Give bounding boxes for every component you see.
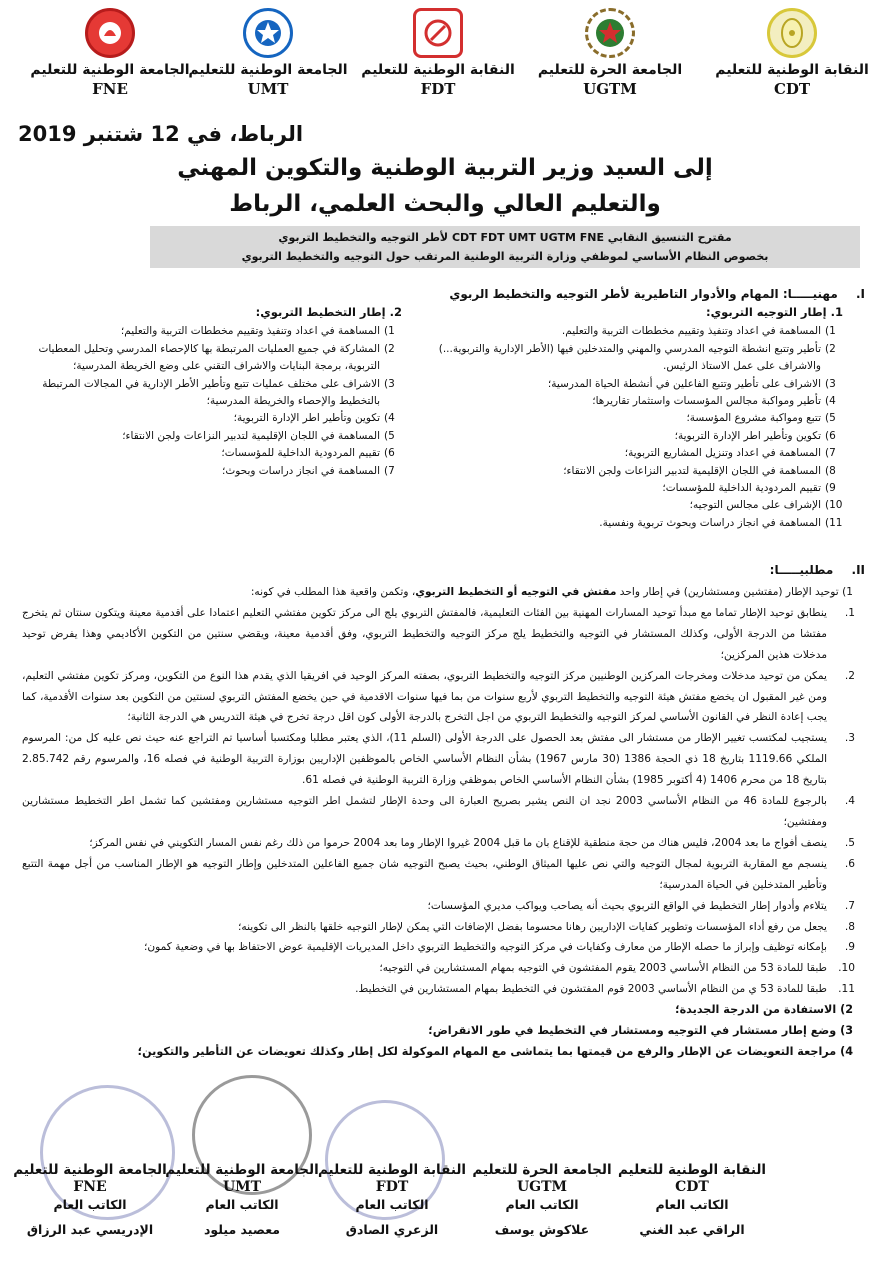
item-text: تأطير وتتبع انشطة التوجيه المدرسي والمهني والمتدخلين فيها (الأطر الإدارية والتربوية...) والاشراف على عمل الاستاذ الرئيس. [438,342,821,373]
item-number: 1) [825,325,836,338]
demand-item: 2) الاستفادة من الدرجة الجديدة؛ [675,1003,853,1017]
union-cdt [712,8,872,98]
justification-item [22,896,867,917]
item-text: تتبع ومواكبة مشروع المؤسسة؛ [686,412,821,425]
subject-box [150,226,860,268]
union-ugtm [530,8,690,98]
union-header [0,8,883,118]
signature-fdt [312,1162,472,1237]
item-text: ينطابق توحيد الإطار تماما مع مبدأ توحيد المسارات المهنية بين الفئات التعليمية، فالمفتش التربوي يلج الى مركز تكوين مفتشي التعليم اعتمادا على أقدمية معينة ويتكون سنتان ثم يتخرج مفتشا من الدرجة الأولى، وكذلك المستشار في التوجيه والتخطيط يلج مركز التوجيه والتخطيط التربوي، وفق أقدمية معينة، ويقضي سنتين من التكوين الأكاديمي وهذا يفرض توحيد مدخلات هذين المركزين؛ [22,606,827,661]
item-number: 1. [844,606,855,619]
item-number: 10) [825,499,843,512]
item-number: 10. [838,962,855,975]
list-item [413,323,843,340]
addressee [20,150,870,222]
union-name: الجامعة الوطنية للتعليم [165,1162,319,1178]
item-number: 2. [844,669,855,682]
signer-name: الزعري الصادق [345,1222,439,1237]
union-abbr: CDT [675,1179,709,1195]
signer-name: الراقي عبد الغني [639,1222,745,1237]
signature-block [0,1162,883,1272]
signer-role: الكاتب العام [655,1197,729,1212]
orientation-column [413,304,843,532]
item-number: 6. [844,857,855,870]
planning-column [22,304,402,480]
item-text: المشاركة في جميع العمليات المرتبطة بها كالإحصاء المدرسي وتحليل المعطيات التربوية، برمجة البنايات والاشراف التقني على وضع الخريطة المدرسية؛ [38,342,380,373]
demands-body [22,582,867,1063]
list-item [22,428,402,445]
subject-line: بخصوص النظام الأساسي لموظفي وزارة التربية الوطنية المرتقب حول التوجيه والتخطيط التربوي [241,250,769,263]
union-name: الجامعة الوطنية للتعليم [30,62,190,78]
list-item [413,515,843,532]
item-number: 3) [384,377,395,390]
list-item [22,463,402,480]
union-abbr: UMT [247,80,289,98]
list-item [413,341,843,376]
list-item [22,323,402,340]
item-number: 8) [825,464,836,477]
item-text: المساهمة في انجاز دراسات وبحوث؛ [222,464,380,477]
union-abbr: CDT [773,80,811,98]
justification-item [22,728,867,791]
union-name: النقابة الوطنية للتعليم [317,1162,467,1178]
item-text: المساهمة في انجاز دراسات وبحوث تربوية ونفسية. [599,516,821,529]
item-text: الإشراف على مجالس التوجيه؛ [689,499,821,512]
planning-list [22,323,402,480]
ugtm-logo-icon [585,8,635,58]
item-number: 4) [384,412,395,425]
fdt-logo-icon [413,8,463,58]
list-item [22,376,402,411]
signer-name: معصيد ميلود [204,1222,280,1237]
item-number: 7) [384,464,395,477]
signer-role: الكاتب العام [355,1197,429,1212]
signature-cdt [612,1162,772,1237]
justification-item [22,603,867,666]
item-text: تكوين وتأطير اطر الإدارة التربوية؛ [233,412,380,425]
signer-role: الكاتب العام [505,1197,579,1212]
item-number: 5) [384,429,395,442]
justification-item [22,791,867,833]
section-2-heading [770,563,865,577]
signer-name: الإدريسي عبد الرزاق [26,1222,154,1237]
item-number: 11) [825,516,843,529]
item-number: 11. [838,983,855,996]
union-name: الجامعة الوطنية للتعليم [13,1162,167,1178]
union-name: النقابة الوطنية للتعليم [715,62,869,78]
union-abbr: UMT [222,1179,262,1195]
union-umt [188,8,348,98]
further-demands [22,1000,867,1063]
list-item [413,428,843,445]
demand-item: 4) مراجعة التعويضات عن الإطار والرفع من قيمتها بما يتماشى مع المهام الموكولة لكل إطار وكذلك تعويضات عن التأطير والتكوين؛ [137,1044,853,1058]
item-text: المساهمة في اللجان الإقليمية لتدبير النزاعات ولجن الانتقاء؛ [122,429,380,442]
signer-name: علاكوش يوسف [494,1222,590,1237]
item-text: المساهمة في اللجان الإقليمية لتدبير النزاعات ولجن الانتقاء؛ [563,464,821,477]
demand-1-lead [22,582,867,603]
item-text: الاشراف على تأطير وتتبع الفاعلين في أنشطة الحياة المدرسية؛ [547,377,821,390]
list-item [413,410,843,427]
item-number: 4. [844,795,855,808]
list-item [413,393,843,410]
section-number: I. [855,287,865,301]
orientation-list [413,323,843,532]
union-name: الجامعة الحرة للتعليم [472,1162,612,1178]
item-number: 1) [384,325,395,338]
item-text: تكوين وتأطير اطر الإدارة التربوية؛ [674,429,821,442]
item-text: بالرجوع للمادة 46 من النظام الأساسي 2003 نجد ان النص يشير بصريح العبارة الى وحدة الإطار لتشمل اطر التوجيه مستشارين ومفتشين كما تشمل اطر التخطيط مستشارين ومفتشين؛ [22,795,827,828]
item-text: الاشراف على مختلف عمليات تتبع وتأطير الأطر الإدارية في المجالات المرتبطة بالتخطيط والإحصاء والخريطة المدرسية؛ [42,377,380,408]
orientation-title: 1. إطار التوجيه التربوي: [705,305,843,319]
demand-emphasis: مفتش في التوجيه أو التخطيط التربوي [415,586,617,598]
demand-text: توحيد الإطار (مفتشين ومستشارين) في إطار واحد [616,586,839,598]
union-abbr: FNE [73,1179,107,1195]
item-text: المساهمة في اعداد وتنفيذ وتقييم مخططات التربية والتعليم. [561,325,821,338]
item-text: المساهمة في اعداد وتنفيذ وتقييم مخططات التربية والتعليم؛ [120,325,380,338]
union-fne [30,8,190,98]
justification-item [22,917,867,938]
signer-role: الكاتب العام [53,1197,127,1212]
demand-number: 1) [842,586,853,598]
item-number: 5) [825,412,836,425]
justification-item [22,958,867,979]
union-name: الجامعة الحرة للتعليم [537,62,683,78]
item-text: تقييم المردودية الداخلية للمؤسسات؛ [662,482,821,495]
planning-title: 2. إطار التخطيط التربوي: [255,305,402,319]
item-number: 8. [844,920,855,933]
item-number: 9. [844,941,855,954]
addressee-line: إلى السيد وزير التربية الوطنية والتكوين المهني [177,155,713,181]
item-text: طبقا للمادة 53 من النظام الأساسي 2003 يقوم المفتشون في التوجيه بمهام المستشارين في التوجيه؛ [379,962,827,975]
signer-role: الكاتب العام [205,1197,279,1212]
union-fdt [358,8,518,98]
item-number: 2) [825,342,836,355]
list-item [22,410,402,427]
item-text: يتلاءم وأدوار إطار التخطيط في الواقع التربوي بحيث أنه يصاحب ويواكب مديري المؤسسات؛ [427,899,827,912]
justification-item [22,854,867,896]
subject-line: مقترح التنسيق النقابي CDT FDT UMT UGTM FNE لأطر التوجيه والتخطيط التربوي [278,231,732,244]
list-item [22,445,402,462]
section-1-heading [449,287,865,301]
justification-item [22,833,867,854]
item-text: يستجيب لمكتسب تغيير الإطار من مستشار الى مفتش بعد الحصول على الدرجة الأولى (السلم 11)، الذي يعتبر مطلبا ومكتسبا أساسيا تم التراجع عنه حيث نص عليه كل من: المرسوم الملكي 1119.66 بتاريخ 18 ذي الحجة 1386 (30 مارس 1967) بشأن النظام الأساسي الخاص بالموظفين الإداريين بوزارة التربية الوطنية في فصله 16، والمرسوم رقم 2.85.742 بتاريخ 18 من محرم 1406 (4 أكتوبر 1985) بشأن النظام الأساسي الخاص بموظفي وزارة التربية الوطنية في فصله 61. [22,732,828,787]
union-name: الجامعة الوطنية للتعليم [188,62,348,78]
item-text: المساهمة في اعداد وتنزيل المشاريع التربوية؛ [624,447,821,460]
cdt-logo-icon [767,8,817,58]
justification-item [22,979,867,1000]
item-number: 5. [844,836,855,849]
list-item [22,341,402,376]
signature-ugtm [462,1162,622,1237]
signature-umt [162,1162,322,1237]
section-title: مهنيـــــا: المهام والأدوار التاطيرية لأطر التوجيه والتخطيط الربوي [449,287,838,301]
item-number: 4) [825,395,836,408]
addressee-line: والتعليم العالي والبحث العلمي، الرباط [229,191,661,217]
section-title: مطلبيـــــا: [769,563,834,577]
item-number: 2) [384,342,395,355]
union-abbr: UGTM [516,1179,568,1195]
item-text: ينصف أفواج ما بعد 2004، فليس هناك من حجة منطقية للإقناع بان ما قبل 2004 غيروا الإطار وما بعد 2004 حرموا من ذلك رغم نفس المسار التكويني في نفس المركز؛ [89,836,827,849]
item-number: 7) [825,447,836,460]
list-item [413,497,843,514]
list-item [413,463,843,480]
item-number: 6) [384,447,395,460]
item-text: ينسجم مع المقاربة التربوية لمجال التوجيه والتي نص عليها الميثاق الوطني، بحيث يصبح التوجيه شان جميع الفاعلين المتدخلين وإطار التوجيه هو الإطار المناسب من أجل مهمة التتبع وتأطير المتدخلين في الحياة المدرسية؛ [22,857,827,891]
demand-text: ، وتكمن واقعية هذا المطلب في كونه: [250,586,416,598]
justification-item [22,666,867,729]
list-item [413,480,843,497]
section-number: II. [851,563,865,577]
item-number: 7. [844,899,855,912]
list-item [413,376,843,393]
item-number: 3. [844,732,855,745]
item-text: تقييم المردودية الداخلية للمؤسسات؛ [221,447,380,460]
union-name: النقابة الوطنية للتعليم [617,1162,767,1178]
item-text: تأطير ومواكبة مجالس المؤسسات واستثمار تقاريرها؛ [592,395,821,408]
justification-item [22,937,867,958]
item-text: طبقا للمادة 53 ي من النظام الأساسي 2003 قوم المفتشون في التخطيط بمهام المستشارين في التخطيط. [355,983,827,996]
item-number: 6) [825,429,836,442]
union-abbr: FNE [92,80,128,98]
fne-logo-icon [85,8,135,58]
umt-logo-icon [243,8,293,58]
justification-list [22,603,867,1000]
letter-date: الرباط، في 12 شتنبر 2019 [18,122,304,146]
union-abbr: UGTM [583,80,637,98]
item-text: يجعل من رفع أداء المؤسسات وتطوير كفايات الإداريين رهانا محسوما بفضل الإضافات التي يمكن لإطار التوجيه خلقها بالنظر الى تكوينه؛ [238,920,827,933]
item-number: 9) [825,482,836,495]
demand-item: 3) وضع إطار مستشار في التوجيه ومستشار في التخطيط في طور الانقراض؛ [428,1024,853,1038]
union-abbr: FDT [375,1179,409,1195]
union-name: النقابة الوطنية للتعليم [361,62,515,78]
list-item [413,445,843,462]
item-text: بإمكانه توظيف وإبراز ما حصله الإطار من معارف وكفايات في مركز التوجيه والتخطيط التربوي داخل المديريات الإقليمية عوض الاحتفاظ بها في وضعية كمون؛ [144,941,827,954]
item-text: يمكن من توحيد مدخلات ومخرجات المركزين الوطنيين مركز التوجيه والتخطيط التربوي، بصفته المركز الوحيد في افريقيا الذي يقدم هذا النوع من التكوين، ومركز تكوين مفتشي التعليم، ومن غير المقبول ان يخضع مفتش هيئة التوجيه والتخطيط التربوي لأربع سنوات من بما فيها سنوات الاقدمية في حين يخضع المفتش التربوي لسنتين من التكوين بعد سنوات الأقدمية، كما يجب إعادة النظر في القانون الأساسي لمركز التوجيه والتخطيط التربوي من اجل التخرج بالدرجة الأولى كون اقل درجة تخرج في هيئة التدريس هي الدرجة الثانية؛ [22,669,827,724]
union-abbr: FDT [420,80,456,98]
item-number: 3) [825,377,836,390]
signature-fne [10,1162,170,1237]
